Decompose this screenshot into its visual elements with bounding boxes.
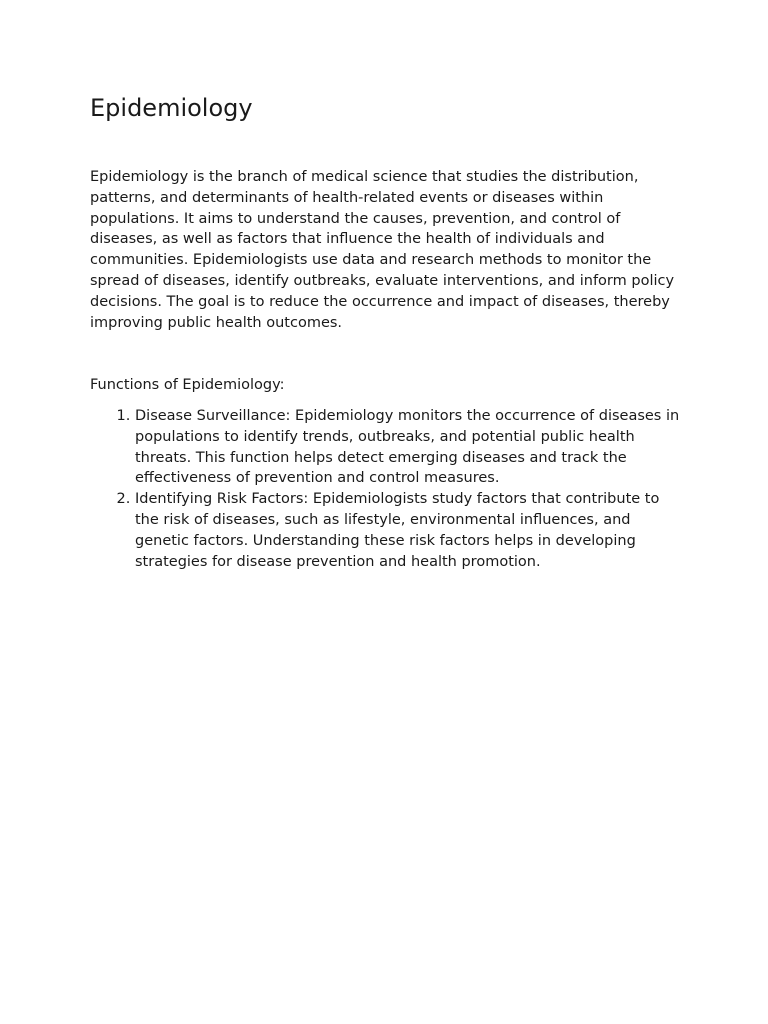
page-title: Epidemiology xyxy=(90,94,253,122)
list-item-risk-factors: 2. Identifying Risk Factors: Epidemiologists study factors that contribute to the risk of diseases, such as lifestyle, environmental influences, and genetic factors. Understanding these risk factors helps in developing strategies for disease prevention and health promotion. xyxy=(135,489,682,572)
functions-heading: Functions of Epidemiology: xyxy=(90,377,285,393)
functions-list xyxy=(90,406,682,572)
list-item-disease-surveillance: 1. Disease Surveillance: Epidemiology monitors the occurrence of diseases in populations to identify trends, outbreaks, and potential public health threats. This function helps detect emerging diseases and track the effectiveness of prevention and control measures. xyxy=(135,406,682,489)
intro-paragraph: Epidemiology is the branch of medical science that studies the distribution, patterns, and determinants of health-related events or diseases within populations. It aims to understand the causes, prevention, and control of diseases, as well as factors that influence the health of individuals and communities. Epidemiologists use data and research methods to monitor the spread of diseases, identify outbreaks, evaluate interventions, and inform policy decisions. The goal is to reduce the occurrence and impact of diseases, thereby improving public health outcomes. xyxy=(90,169,675,331)
